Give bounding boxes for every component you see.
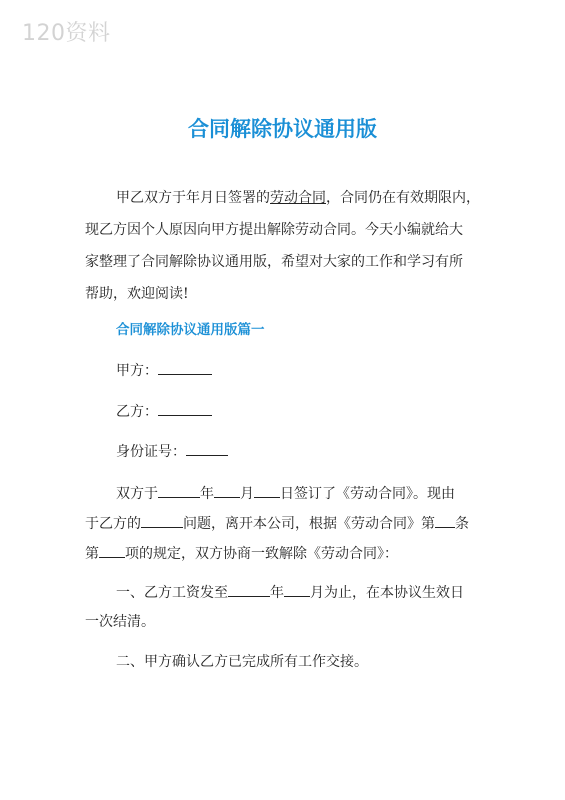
party-b-line: 乙方： — [116, 402, 516, 422]
wage-month-blank — [284, 583, 310, 597]
article-blank — [435, 514, 455, 528]
labor-contract-link[interactable]: 劳动合同 — [270, 190, 326, 206]
day-blank — [254, 484, 280, 498]
para1-line-1: 双方于 年 月 日签订了《劳动合同》。现由 — [116, 486, 455, 502]
intro-line-4: 帮助，欢迎阅读! — [85, 286, 189, 302]
para1-line-3: 第 项的规定，双方协商一致解除《劳动合同》： — [85, 546, 398, 562]
wage-year-blank — [228, 583, 270, 597]
id-number-blank — [186, 442, 228, 456]
watermark: 120资料 — [22, 21, 111, 46]
year-blank — [158, 484, 200, 498]
intro-line-2: 现乙方因个人原因向甲方提出解除劳动合同。今天小编就给大 — [85, 222, 463, 238]
party-b-blank — [158, 402, 212, 416]
intro-line-1: 甲乙双方于年月日签署的劳动合同，合同仍在有效期限内， — [116, 190, 480, 206]
party-a-blank — [158, 361, 212, 375]
para2-line-1: 一、乙方工资发至 年 月为止，在本协议生效日 — [116, 585, 464, 601]
intro-line-3: 家整理了合同解除协议通用版，希望对大家的工作和学习有所 — [85, 254, 463, 270]
section-heading: 合同解除协议通用版篇一 — [116, 322, 265, 338]
id-number-line: 身份证号： — [116, 442, 516, 462]
para2-line-2: 一次结清。 — [85, 614, 155, 630]
para1-line-2: 于乙方的 问题，离开本公司，根据《劳动合同》第 条 — [85, 516, 469, 532]
issue-blank — [141, 514, 183, 528]
para3-line: 二、甲方确认乙方已完成所有工作交接。 — [116, 654, 368, 670]
item-blank — [99, 544, 125, 558]
party-a-line: 甲方： — [116, 361, 516, 381]
document-title: 合同解除协议通用版 — [188, 117, 377, 141]
month-blank — [214, 484, 240, 498]
